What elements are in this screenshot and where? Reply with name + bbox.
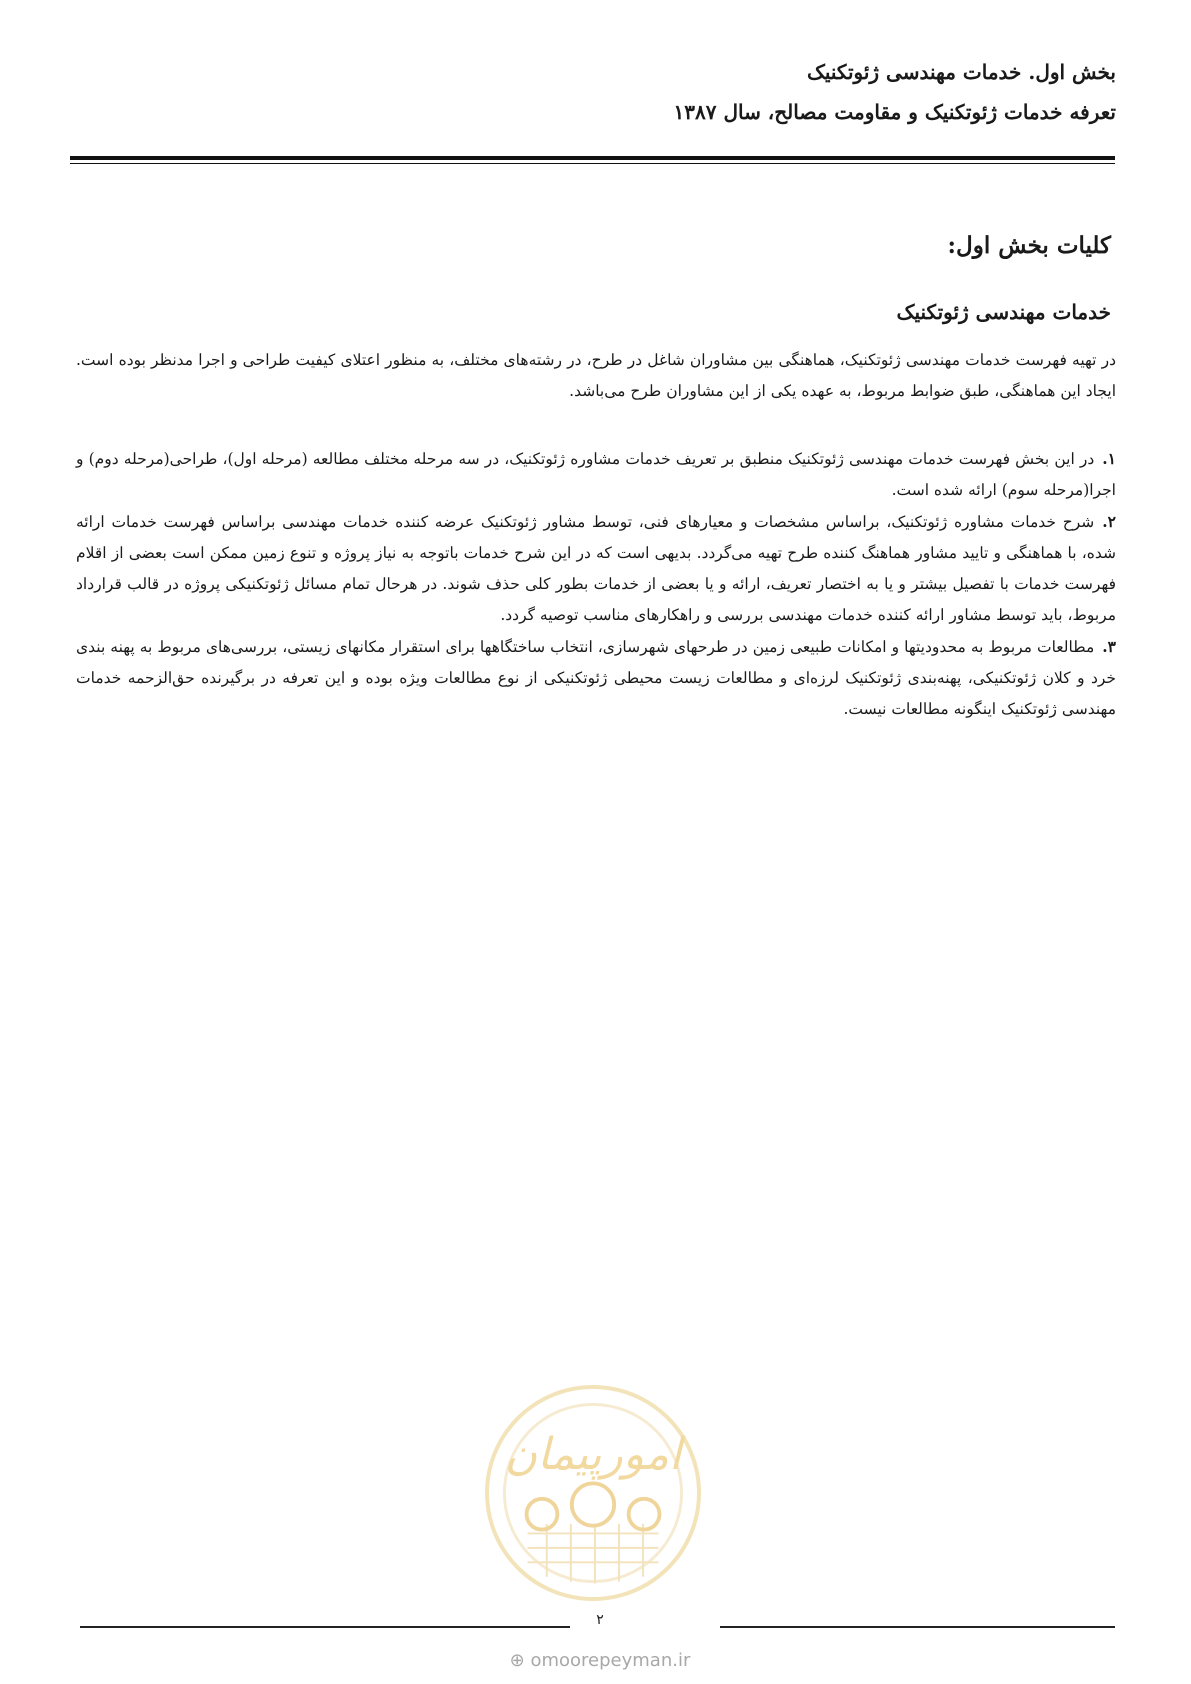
- watermark-seal-logo: [485, 1385, 701, 1601]
- website-watermark: [495, 1650, 705, 1671]
- item-text: شرح خدمات مشاوره ژئوتکنیک، براساس مشخصات و معیارهای فنی، توسط مشاور ژئوتکنیک عرضه کننده خدمات مهندسی براساس فهرست خدمات ارائه شده، با هماهنگی و تایید مشاور هماهنگ کننده طرح تهیه می‌گردد. بدیهی است که در این شرح خدمات باتوجه به نیاز پروژه و تنوع زمین ممکن است بعضی از اقلام فهرست خدمات با تفصیل بیشتر و یا به اختصار تعریف، ارائه و یا بعضی از خدمات بطور کلی حذف شوند. در هرحال تمام مسائل ژئوتکنیکی پروژه در قالب قرارداد مربوط، باید توسط مشاور ارائه کننده خدمات مهندسی بررسی و راهکارهای مناسب توصیه گردد.: [76, 513, 1116, 624]
- header-section-title: بخش اول. خدمات مهندسی ژئوتکنیک: [806, 60, 1116, 84]
- footer-rule-right: [720, 1626, 1115, 1628]
- watermark-text: omoorepeyman.ir: [530, 1650, 691, 1671]
- footer-rule-left: [80, 1626, 570, 1628]
- item-number: ۱.: [1102, 449, 1116, 468]
- seal-text: امورپیمان: [504, 1429, 682, 1480]
- list-item: [76, 506, 1116, 631]
- subsection-title: خدمات مهندسی ژئوتکنیک: [896, 300, 1111, 324]
- item-text: در این بخش فهرست خدمات مهندسی ژئوتکنیک منطبق بر تعریف خدمات مشاوره ژئوتکنیک، در سه مرحله مختلف مطالعه (مرحله اول)، طراحی(مرحله دوم) و اجرا(مرحله سوم) ارائه شده است.: [76, 450, 1116, 499]
- header-rule-thick: [70, 156, 1115, 160]
- running-header: [76, 55, 1116, 129]
- header-document-title: تعرفه خدمات ژئوتکنیک و مقاومت مصالح، سال ۱۳۸۷: [673, 100, 1116, 124]
- header-rule-thin: [70, 163, 1115, 164]
- body-text: [76, 345, 1116, 725]
- item-number: ۳.: [1102, 637, 1116, 656]
- list-item: [76, 631, 1116, 725]
- item-text: مطالعات مربوط به محدودیتها و امکانات طبیعی زمین در طرحهای شهرسازی، انتخاب ساختگاهها برای استقرار مکانهای زیستی، بررسی‌های مربوط به پهنه بندی خرد و کلان ژئوتکنیکی، پهنه‌بندی ژئوتکنیک لرزه‌ای و مطالعات زیست محیطی ژئوتکنیکی از نوع مطالعات ویژه بوده و این تعرفه در برگیرنده حق‌الزحمه خدمات مهندسی ژئوتکنیک اینگونه مطالعات نیست.: [76, 638, 1116, 718]
- globe-icon: ⊕: [509, 1650, 525, 1671]
- intro-paragraph: در تهیه فهرست خدمات مهندسی ژئوتکنیک، هماهنگی بین مشاوران شاغل در طرح، در رشته‌های مختلف، به منظور اعتلای کیفیت طراحی و اجرا مدنظر بوده است. ایجاد این هماهنگی، طبق ضوابط مربوط، به عهده یکی از این مشاوران طرح می‌باشد.: [76, 351, 1116, 400]
- list-item: [76, 443, 1116, 506]
- seal-emblem-icon: [489, 1389, 697, 1597]
- item-number: ۲.: [1102, 512, 1116, 531]
- section-title: کلیات بخش اول:: [947, 232, 1111, 259]
- page-number: ۲: [596, 1612, 604, 1628]
